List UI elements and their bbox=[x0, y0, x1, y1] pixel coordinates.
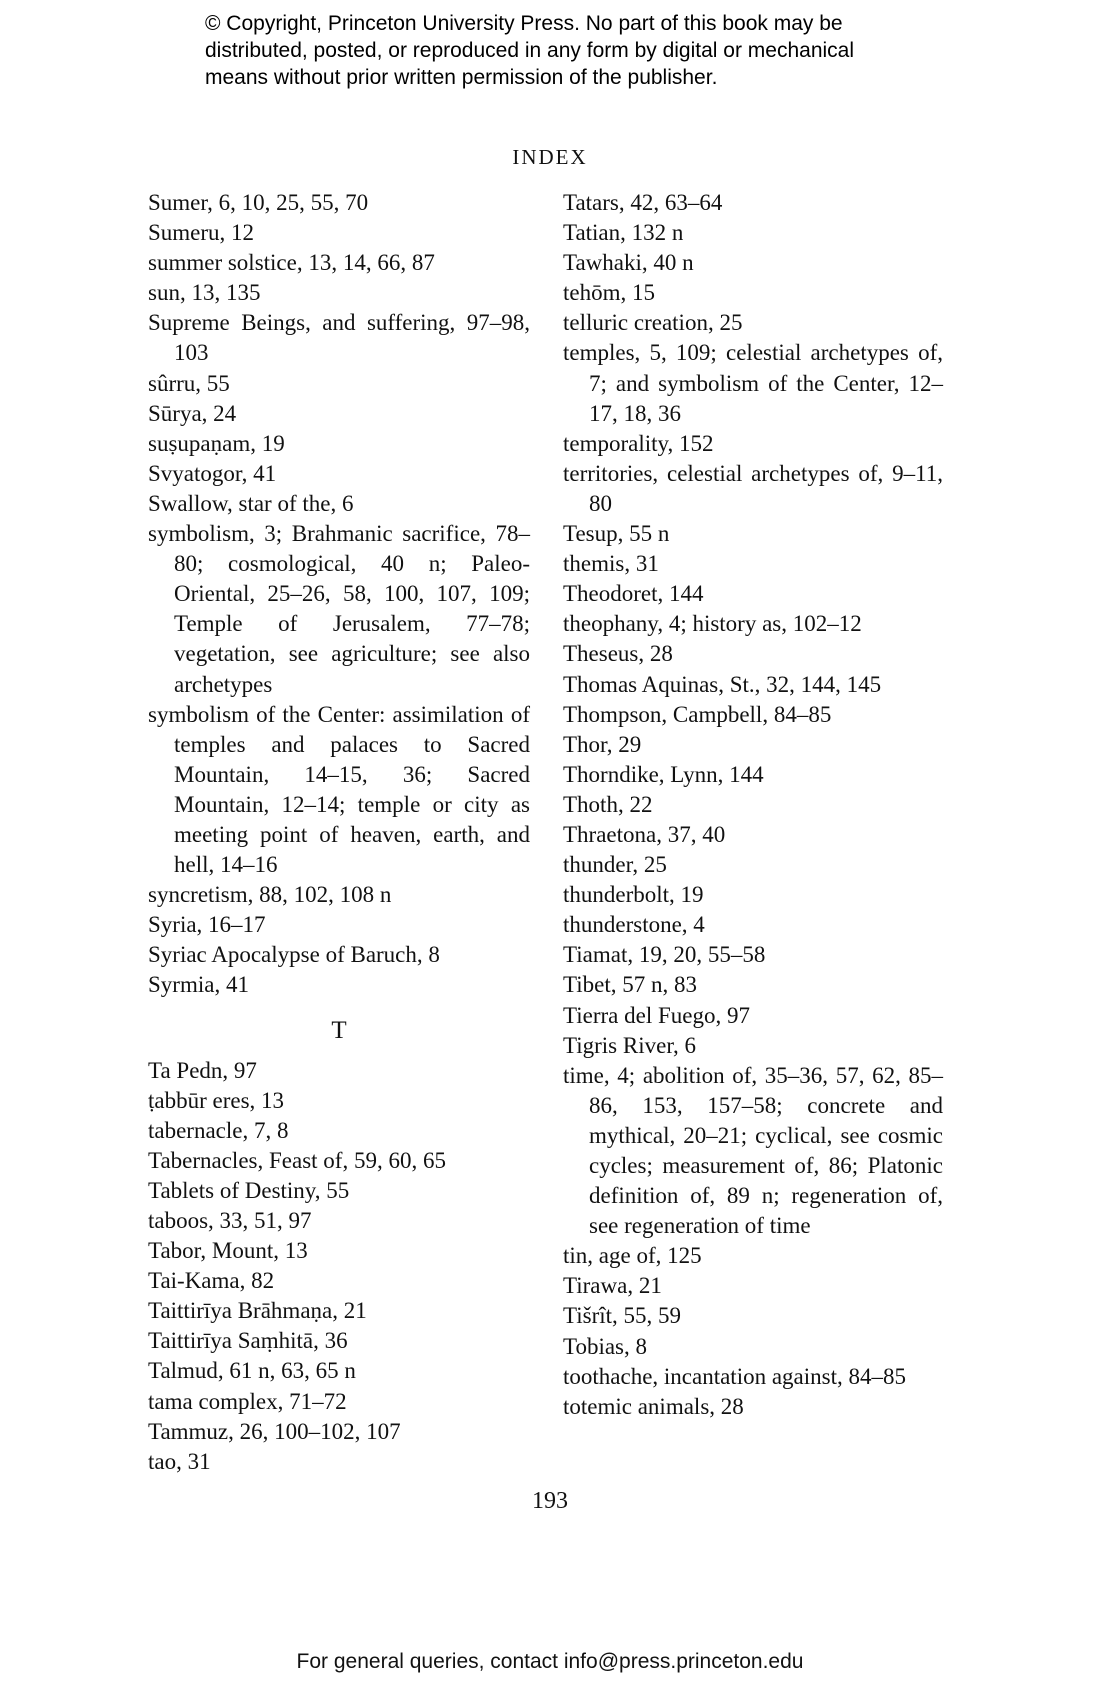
index-entry: Theodoret, 144 bbox=[563, 581, 704, 607]
index-entry: Tirawa, 21 bbox=[563, 1273, 662, 1299]
page-number: 193 bbox=[532, 1488, 568, 1514]
index-entry: temporality, 152 bbox=[563, 430, 714, 456]
index-entry: Tablets of Destiny, 55 bbox=[148, 1177, 350, 1203]
section-letter-heading: T bbox=[331, 1016, 347, 1044]
index-entry: ṭabbūr eres, 13 bbox=[148, 1087, 285, 1113]
index-entry: Thor, 29 bbox=[563, 731, 642, 757]
index-entry: Taittirīya Saṃhitā, 36 bbox=[148, 1328, 348, 1354]
index-entry: tao, 31 bbox=[148, 1448, 211, 1474]
index-entry: Tiamat, 19, 20, 55–58 bbox=[563, 942, 766, 968]
index-entry: Thraetona, 37, 40 bbox=[563, 821, 726, 847]
index-entry: Tammuz, 26, 100–102, 107 bbox=[148, 1418, 401, 1444]
index-entry: Tigris River, 6 bbox=[563, 1032, 697, 1058]
index-entry: tehōm, 15 bbox=[563, 280, 655, 306]
copyright-line: distributed, posted, or reproduced in any form by digital or mechanical bbox=[205, 39, 855, 62]
index-entry: Syriac Apocalypse of Baruch, 8 bbox=[148, 942, 440, 968]
index-entry: Sumer, 6, 10, 25, 55, 70 bbox=[148, 190, 369, 215]
index-entry: symbolism of the Center: assimilation of temples and palaces to Sacred Mountain, 14–15, 36; Sacred Mountain, 12–14; temple or city as meeting point of heaven, earth, and hell, 14–16 bbox=[148, 701, 530, 878]
index-entry: Sūrya, 24 bbox=[148, 400, 237, 426]
copyright-line: © Copyright, Princeton University Press. No part of this book may be bbox=[205, 12, 843, 35]
index-entry: Talmud, 61 n, 63, 65 n bbox=[148, 1358, 356, 1384]
index-entry: Tabernacles, Feast of, 59, 60, 65 bbox=[148, 1147, 446, 1173]
index-entry: Thomas Aquinas, St., 32, 144, 145 bbox=[563, 671, 882, 697]
entries-before-letter bbox=[148, 188, 530, 1001]
index-entry: Tierra del Fuego, 97 bbox=[563, 1002, 750, 1028]
index-entry: Syrmia, 41 bbox=[148, 972, 249, 998]
index-entry: syncretism, 88, 102, 108 n bbox=[148, 882, 392, 908]
index-entry: time, 4; abolition of, 35–36, 57, 62, 85–86, 153, 157–58; concrete and mythical, 20–21; cyclical, see cosmic cycles; measurement of, 86; Platonic definition of, 89 n; regeneration of, see regeneration of time bbox=[563, 1062, 943, 1239]
index-entry: totemic animals, 28 bbox=[563, 1393, 744, 1419]
index-entry: Taittirīya Brāhmaṇa, 21 bbox=[148, 1298, 367, 1324]
index-entry: sun, 13, 135 bbox=[148, 280, 261, 306]
index-entry: Svyatogor, 41 bbox=[148, 460, 277, 486]
index-entry: summer solstice, 13, 14, 66, 87 bbox=[148, 250, 435, 276]
index-entry: thunder, 25 bbox=[563, 852, 667, 878]
index-entry: tama complex, 71–72 bbox=[148, 1388, 347, 1414]
index-entry: sûrru, 55 bbox=[148, 370, 230, 396]
index-column-right bbox=[563, 188, 943, 1422]
index-entry: Theseus, 28 bbox=[563, 641, 673, 667]
index-entry: Tai-Kama, 82 bbox=[148, 1268, 275, 1294]
index-entry: taboos, 33, 51, 97 bbox=[148, 1208, 312, 1233]
index-entry: Swallow, star of the, 6 bbox=[148, 490, 354, 516]
index-entry: Thoth, 22 bbox=[563, 791, 653, 817]
index-entry: thunderstone, 4 bbox=[563, 912, 705, 938]
index-entry: suṣupaṇam, 19 bbox=[148, 430, 285, 456]
index-entry: symbolism, 3; Brahmanic sacrifice, 78–80; cosmological, 40 n; Paleo-Oriental, 25–26, 58, 100, 107, 109; Temple of Jerusalem, 77–78; vegetation, see agriculture; see also archetypes bbox=[148, 521, 530, 697]
index-entry: thunderbolt, 19 bbox=[563, 882, 704, 908]
index-entry: temples, 5, 109; celestial archetypes of, 7; and symbolism of the Center, 12–17, 18, 36 bbox=[563, 340, 943, 426]
index-entry: toothache, incantation against, 84–85 bbox=[563, 1363, 906, 1389]
footer-contact: For general queries, contact info@press.princeton.edu bbox=[296, 1650, 804, 1673]
index-entry: theophany, 4; history as, 102–12 bbox=[563, 611, 862, 637]
index-entry: Tobias, 8 bbox=[563, 1333, 647, 1359]
index-entry: Syria, 16–17 bbox=[148, 912, 266, 938]
copyright-notice bbox=[205, 10, 925, 91]
index-entry: territories, celestial archetypes of, 9–11, 80 bbox=[563, 460, 943, 516]
index-entry: telluric creation, 25 bbox=[563, 310, 743, 336]
index-entry: Tišrît, 55, 59 bbox=[563, 1303, 682, 1329]
index-entry: Tesup, 55 n bbox=[563, 521, 670, 547]
index-entry: Thompson, Campbell, 84–85 bbox=[563, 701, 832, 727]
index-entry: Tatian, 132 n bbox=[563, 220, 684, 246]
entries-list bbox=[563, 188, 943, 1422]
index-entry: Tatars, 42, 63–64 bbox=[563, 190, 723, 215]
index-entry: Ta Pedn, 97 bbox=[148, 1057, 257, 1083]
index-entry: Thorndike, Lynn, 144 bbox=[563, 761, 764, 787]
entries-after-letter bbox=[148, 1056, 530, 1477]
copyright-line: means without prior written permission of the publisher. bbox=[205, 66, 718, 89]
index-entry: themis, 31 bbox=[563, 551, 659, 577]
index-entry: Tibet, 57 n, 83 bbox=[563, 972, 697, 998]
index-entry: tabernacle, 7, 8 bbox=[148, 1117, 289, 1143]
index-column-left bbox=[148, 188, 530, 1477]
index-entry: Supreme Beings, and suffering, 97–98, 103 bbox=[148, 310, 530, 366]
page-header: INDEX bbox=[512, 145, 588, 169]
index-entry: Sumeru, 12 bbox=[148, 220, 255, 246]
index-entry: Tabor, Mount, 13 bbox=[148, 1238, 308, 1264]
index-entry: Tawhaki, 40 n bbox=[563, 250, 694, 276]
index-entry: tin, age of, 125 bbox=[563, 1243, 702, 1269]
